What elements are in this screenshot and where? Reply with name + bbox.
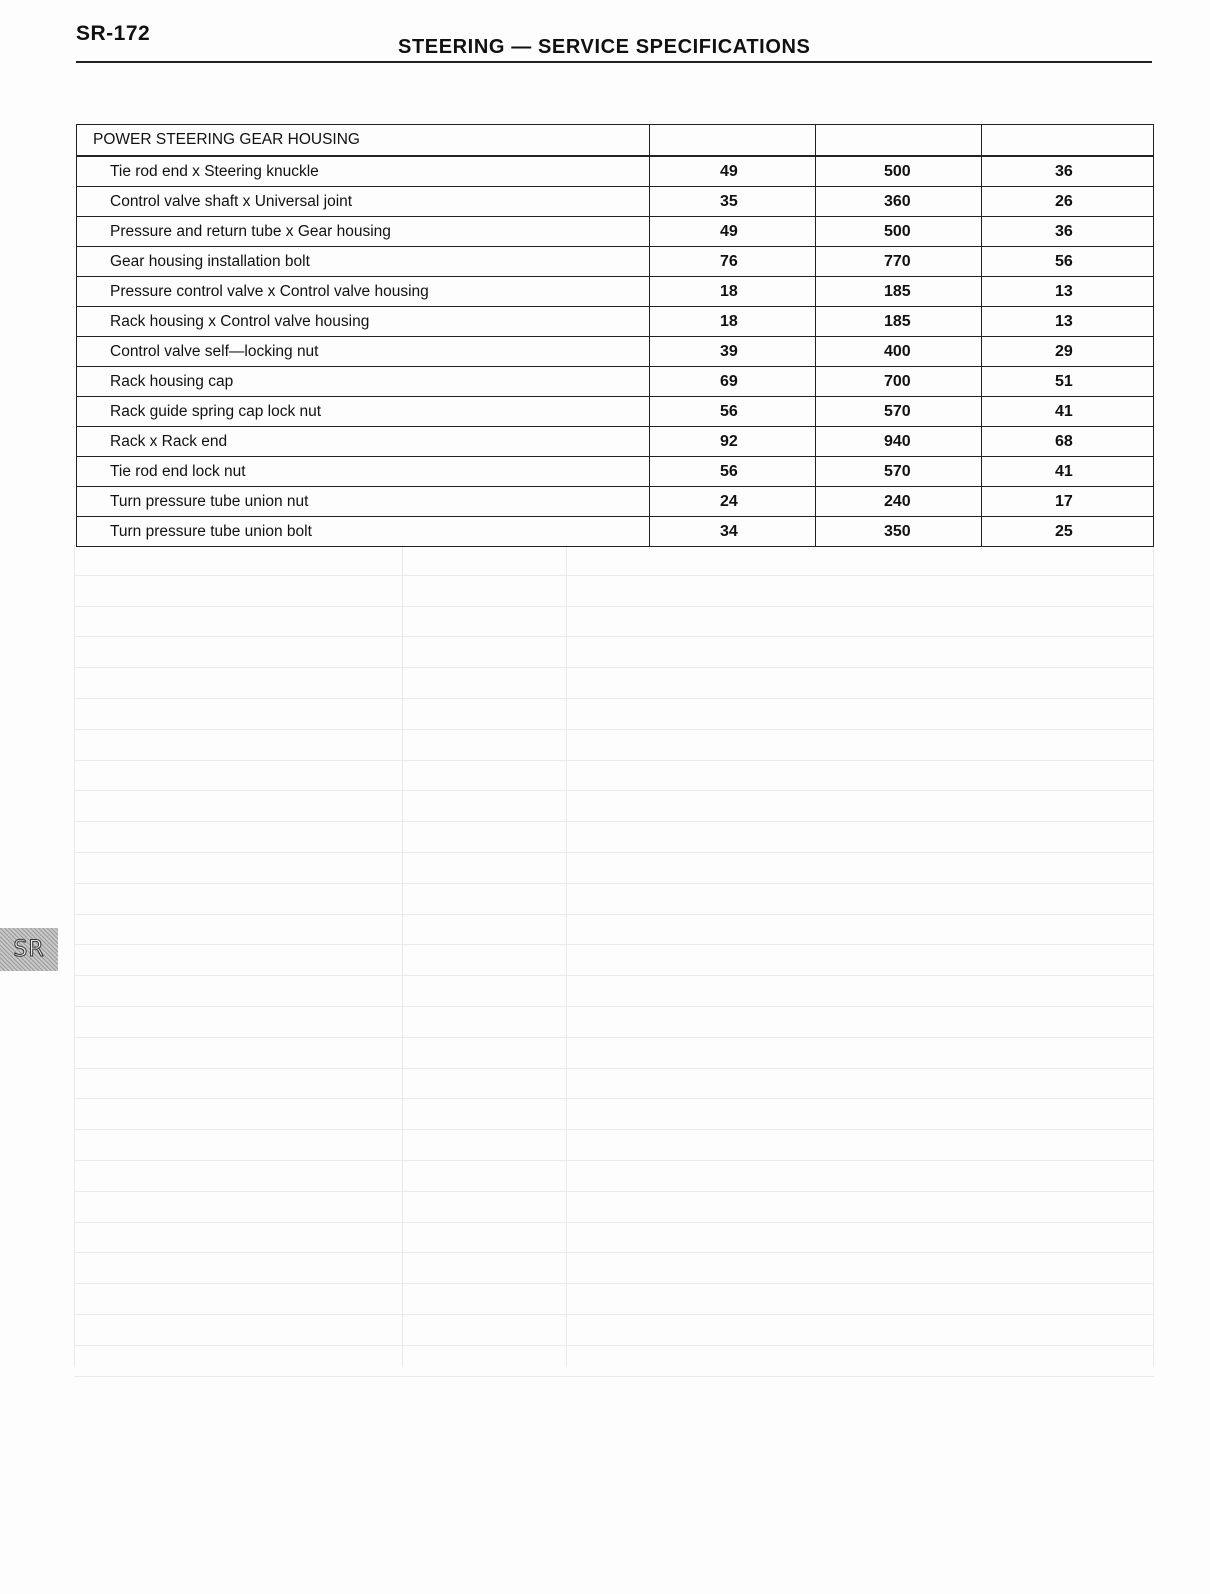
bleed-through-line bbox=[74, 1346, 1154, 1377]
torque-nm: 49 bbox=[650, 217, 816, 247]
torque-nm: 49 bbox=[650, 156, 816, 187]
table-row bbox=[77, 247, 1154, 277]
torque-kgf-cm: 360 bbox=[816, 187, 982, 217]
part-name: Tie rod end lock nut bbox=[77, 457, 650, 487]
part-name: Rack x Rack end bbox=[77, 427, 650, 457]
part-name: Tie rod end x Steering knuckle bbox=[77, 156, 650, 187]
torque-nm: 56 bbox=[650, 457, 816, 487]
table-row bbox=[77, 337, 1154, 367]
torque-ft-lbf: 36 bbox=[982, 156, 1154, 187]
bleed-through-line bbox=[74, 1007, 1154, 1038]
empty-cell bbox=[982, 125, 1154, 157]
empty-cell bbox=[816, 125, 982, 157]
bleed-through-line bbox=[74, 607, 1154, 638]
bleed-through-line bbox=[74, 699, 1154, 730]
torque-nm: 39 bbox=[650, 337, 816, 367]
bleed-through-line bbox=[74, 1161, 1154, 1192]
part-name: Pressure control valve x Control valve housing bbox=[77, 277, 650, 307]
torque-ft-lbf: 56 bbox=[982, 247, 1154, 277]
bleed-through-line bbox=[74, 915, 1154, 946]
torque-kgf-cm: 700 bbox=[816, 367, 982, 397]
torque-nm: 76 bbox=[650, 247, 816, 277]
part-name: Rack housing x Control valve housing bbox=[77, 307, 650, 337]
torque-kgf-cm: 240 bbox=[816, 487, 982, 517]
table-row bbox=[77, 487, 1154, 517]
torque-spec-table bbox=[76, 124, 1154, 547]
torque-kgf-cm: 770 bbox=[816, 247, 982, 277]
section-title: POWER STEERING GEAR HOUSING bbox=[77, 125, 650, 157]
table-row bbox=[77, 187, 1154, 217]
torque-kgf-cm: 940 bbox=[816, 427, 982, 457]
title-rule bbox=[76, 61, 1152, 63]
bleed-through-line bbox=[74, 1038, 1154, 1069]
part-name: Control valve shaft x Universal joint bbox=[77, 187, 650, 217]
bleed-through-line bbox=[74, 1315, 1154, 1346]
torque-kgf-cm: 185 bbox=[816, 277, 982, 307]
torque-ft-lbf: 36 bbox=[982, 217, 1154, 247]
torque-ft-lbf: 29 bbox=[982, 337, 1154, 367]
torque-ft-lbf: 17 bbox=[982, 487, 1154, 517]
torque-kgf-cm: 570 bbox=[816, 397, 982, 427]
bleed-through-line bbox=[74, 976, 1154, 1007]
page-title: STEERING — SERVICE SPECIFICATIONS bbox=[398, 36, 811, 58]
part-name: Turn pressure tube union nut bbox=[77, 487, 650, 517]
torque-ft-lbf: 41 bbox=[982, 457, 1154, 487]
table-row bbox=[77, 307, 1154, 337]
bleed-through-line bbox=[74, 1192, 1154, 1223]
part-name: Rack guide spring cap lock nut bbox=[77, 397, 650, 427]
table-row bbox=[77, 277, 1154, 307]
bleed-through-line bbox=[74, 853, 1154, 884]
torque-nm: 35 bbox=[650, 187, 816, 217]
table-row bbox=[77, 217, 1154, 247]
table-row bbox=[77, 517, 1154, 547]
table-row bbox=[77, 367, 1154, 397]
torque-nm: 24 bbox=[650, 487, 816, 517]
table-row bbox=[77, 457, 1154, 487]
torque-nm: 18 bbox=[650, 277, 816, 307]
bleed-through-line bbox=[74, 1099, 1154, 1130]
torque-nm: 92 bbox=[650, 427, 816, 457]
torque-kgf-cm: 350 bbox=[816, 517, 982, 547]
torque-kgf-cm: 500 bbox=[816, 217, 982, 247]
bleed-through-line bbox=[74, 730, 1154, 761]
bleed-through-grid bbox=[74, 545, 1154, 1367]
torque-ft-lbf: 13 bbox=[982, 277, 1154, 307]
torque-nm: 18 bbox=[650, 307, 816, 337]
torque-ft-lbf: 25 bbox=[982, 517, 1154, 547]
bleed-through-line bbox=[74, 545, 1154, 576]
bleed-through-line bbox=[74, 822, 1154, 853]
torque-ft-lbf: 51 bbox=[982, 367, 1154, 397]
page-number: SR-172 bbox=[76, 22, 151, 45]
bleed-through-line bbox=[74, 1223, 1154, 1254]
bleed-through-line bbox=[74, 791, 1154, 822]
torque-kgf-cm: 400 bbox=[816, 337, 982, 367]
bleed-through-line bbox=[74, 884, 1154, 915]
bleed-through-line bbox=[74, 761, 1154, 792]
bleed-through-line bbox=[74, 1253, 1154, 1284]
torque-kgf-cm: 570 bbox=[816, 457, 982, 487]
part-name: Turn pressure tube union bolt bbox=[77, 517, 650, 547]
table-section-header bbox=[77, 125, 1154, 157]
torque-kgf-cm: 185 bbox=[816, 307, 982, 337]
part-name: Rack housing cap bbox=[77, 367, 650, 397]
torque-kgf-cm: 500 bbox=[816, 156, 982, 187]
table-row bbox=[77, 397, 1154, 427]
bleed-through-line bbox=[74, 637, 1154, 668]
torque-ft-lbf: 26 bbox=[982, 187, 1154, 217]
part-name: Control valve self—locking nut bbox=[77, 337, 650, 367]
torque-ft-lbf: 68 bbox=[982, 427, 1154, 457]
bleed-through-line bbox=[74, 1069, 1154, 1100]
bleed-through-line bbox=[74, 576, 1154, 607]
table-row bbox=[77, 156, 1154, 187]
section-tab bbox=[0, 928, 58, 971]
torque-nm: 69 bbox=[650, 367, 816, 397]
bleed-through-line bbox=[74, 668, 1154, 699]
part-name: Pressure and return tube x Gear housing bbox=[77, 217, 650, 247]
torque-nm: 34 bbox=[650, 517, 816, 547]
bleed-through-line bbox=[74, 1284, 1154, 1315]
table-row bbox=[77, 427, 1154, 457]
torque-ft-lbf: 41 bbox=[982, 397, 1154, 427]
bleed-through-line bbox=[74, 1130, 1154, 1161]
empty-cell bbox=[650, 125, 816, 157]
section-tab-label: SR bbox=[13, 937, 45, 962]
torque-nm: 56 bbox=[650, 397, 816, 427]
part-name: Gear housing installation bolt bbox=[77, 247, 650, 277]
torque-ft-lbf: 13 bbox=[982, 307, 1154, 337]
bleed-through-line bbox=[74, 945, 1154, 976]
